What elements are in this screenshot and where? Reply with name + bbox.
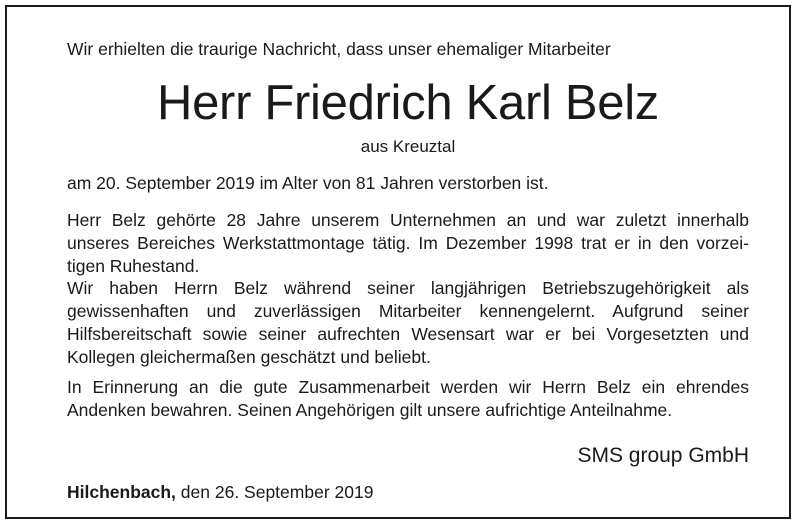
paragraph-line: Andenken bewahren. Seinen Angehörigen gilt unsere aufrichtige Anteilnahme. (67, 400, 673, 420)
company-signature: SMS group GmbH (577, 444, 749, 467)
origin-text: aus Kreuztal (360, 137, 456, 156)
paragraph-line: Kollegen gleichermaßen geschätzt und beliebt. (67, 347, 431, 367)
paragraph-line: gewissenhaften und zuverlässigen Mitarbeiter kennengelernt. Aufgrund seiner (67, 301, 749, 321)
paragraph-line: tigen Ruhestand. (67, 256, 200, 276)
paragraph-remembrance (67, 376, 749, 422)
deceased-name: Herr Friedrich Karl Belz (157, 76, 659, 130)
death-text: am 20. September 2019 im Alter von 81 Jahren verstorben ist. (67, 173, 549, 193)
paragraph-line: In Erinnerung an die gute Zusammenarbeit werden wir Herrn Belz ein ehrendes (67, 377, 749, 397)
paragraph-line: unseres Bereiches Werkstattmontage tätig. Im Dezember 1998 trat er in den vorzei- (67, 233, 749, 253)
place-name: Hilchenbach, (67, 482, 176, 502)
notice-frame (5, 5, 791, 519)
notice-date: den 26. September 2019 (180, 482, 374, 502)
paragraph-line: Hilfsbereitschaft sowie seiner aufrechten Wesensart war er bei Vorgesetzten und (67, 324, 749, 344)
place-date (67, 481, 749, 504)
paragraph-line: Herr Belz gehörte 28 Jahre unserem Unternehmen an und war zuletzt innerhalb (67, 210, 749, 230)
intro-text: Wir erhielten die traurige Nachricht, dass unser ehemaliger Mitarbeiter (67, 39, 611, 59)
paragraph-appreciation (67, 277, 749, 369)
paragraph-career (67, 209, 749, 278)
paragraph-line: Wir haben Herrn Belz während seiner langjährigen Betriebszugehörigkeit als (67, 278, 749, 298)
